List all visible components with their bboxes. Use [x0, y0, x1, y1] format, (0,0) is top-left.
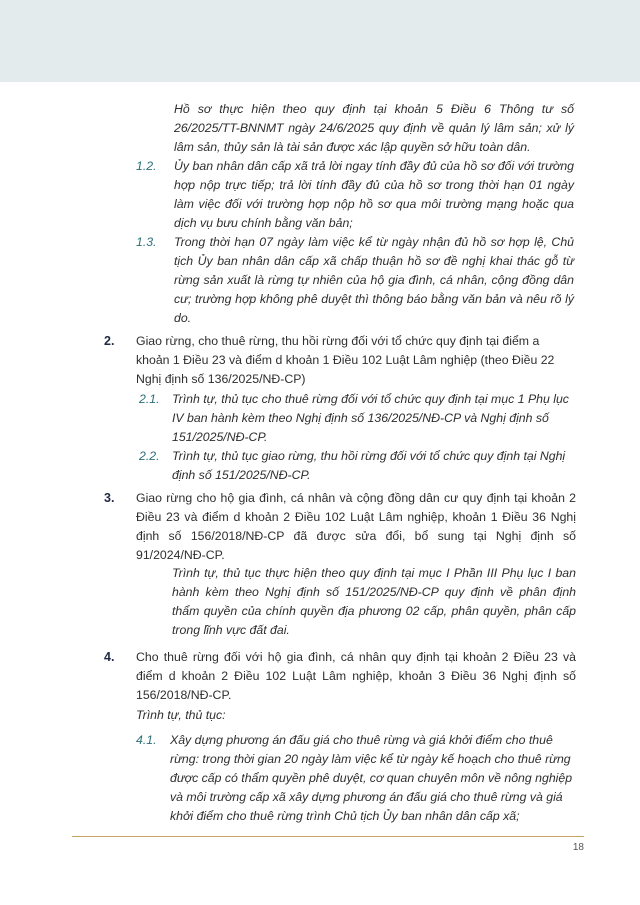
footer-divider [72, 836, 584, 837]
page-number: 18 [572, 842, 584, 853]
intro-paragraph: Hồ sơ thực hiện theo quy định tại khoản 5 Điều 6 Thông tư số 26/2025/TT-BNNMT ngày 24/6/2025 quy định về quản lý lâm sản; xử lý lâm sản, thủy sản là tài sản được xác lập quyền sở hữu toàn dân. [174, 102, 574, 154]
section-4-heading: Cho thuê rừng đối với hộ gia đình, cá nhân quy định tại khoản 2 Điều 23 và điểm d khoản 2 Điều 102 Luật Lâm nghiệp, khoản 3 Điều 36 Nghị định số 156/2018/NĐ-CP. [136, 650, 576, 702]
section-3-note: Trình tự, thủ tục thực hiện theo quy định tại mục I Phần III Phụ lục I ban hành kèm theo Nghị định số 151/2025/NĐ-CP quy định về phân định thẩm quyền của chính quyền địa phương 02 cấp, phân quyền, phân cấp trong lĩnh vực đất đai. [172, 566, 576, 637]
item-4-1-number: 4.1. [136, 733, 157, 747]
header-band [0, 0, 640, 82]
item-1-3-text: Trong thời hạn 07 ngày làm việc kể từ ngày nhận đủ hồ sơ hợp lệ, Chủ tịch Ủy ban nhân dân cấp xã chấp thuận hồ sơ đề nghị khai thác gỗ từ rừng sản xuất là rừng tự nhiên của hộ gia đình, cá nhân, cộng đồng dân cư; trường hợp không phê duyệt thì thông báo bằng văn bản và nêu rõ lý do. [174, 235, 574, 325]
section-2-heading: Giao rừng, cho thuê rừng, thu hồi rừng đối với tổ chức quy định tại điểm a khoản 1 Điều 23 và điểm d khoản 1 Điều 102 Luật Lâm nghiệp (theo Điều 22 Nghị định số 136/2025/NĐ-CP) [136, 334, 555, 386]
item-1-2-number: 1.2. [136, 159, 157, 173]
section-4-number: 4. [104, 650, 115, 664]
section-4-procedure-label: Trình tự, thủ tục: [136, 708, 226, 722]
item-2-1-number: 2.1. [139, 392, 160, 406]
section-3-heading: Giao rừng cho hộ gia đình, cá nhân và cộng đồng dân cư quy định tại khoản 2 Điều 23 và điểm d khoản 2 Điều 102 Luật Lâm nghiệp, khoản 1 Điều 36 Nghị định số 156/2018/NĐ-CP đã được sửa đổi, bổ sung tại Nghị định số 91/2024/NĐ-CP. [136, 491, 576, 562]
item-1-2-text: Ủy ban nhân dân cấp xã trả lời ngay tính đầy đủ của hồ sơ đối với trường hợp nộp trực tiếp; trả lời tính đầy đủ của hồ sơ trong thời hạn 01 ngày làm việc đối với trường hợp nộp hồ sơ qua môi trường mạng hoặc qua dịch vụ bưu chính bằng văn bản; [174, 159, 574, 230]
item-1-3-number: 1.3. [136, 235, 157, 249]
item-2-1-text: Trình tự, thủ tục cho thuê rừng đối với tổ chức quy định tại mục 1 Phụ lục IV ban hành kèm theo Nghị định số 136/2025/NĐ-CP và Nghị định số 151/2025/NĐ-CP. [172, 392, 569, 444]
section-2-number: 2. [104, 334, 115, 348]
item-2-2-text: Trình tự, thủ tục giao rừng, thu hồi rừng đối với tổ chức quy định tại Nghị định số 151/2025/NĐ-CP. [172, 449, 566, 482]
item-4-1-text: Xây dựng phương án đấu giá cho thuê rừng và giá khởi điểm cho thuê rừng: trong thời gian 20 ngày làm việc kể từ ngày kế hoạch cho thuê rừng được cấp có thẩm quyền phê duyệt, cơ quan chuyên môn về nông nghiệp và môi trường cấp xã xây dựng phương án đấu giá cho thuê rừng và giá khởi điểm cho thuê rừng trình Chủ tịch Ủy ban nhân dân cấp xã; [170, 733, 573, 823]
section-3-number: 3. [104, 491, 115, 505]
item-2-2-number: 2.2. [139, 449, 160, 463]
